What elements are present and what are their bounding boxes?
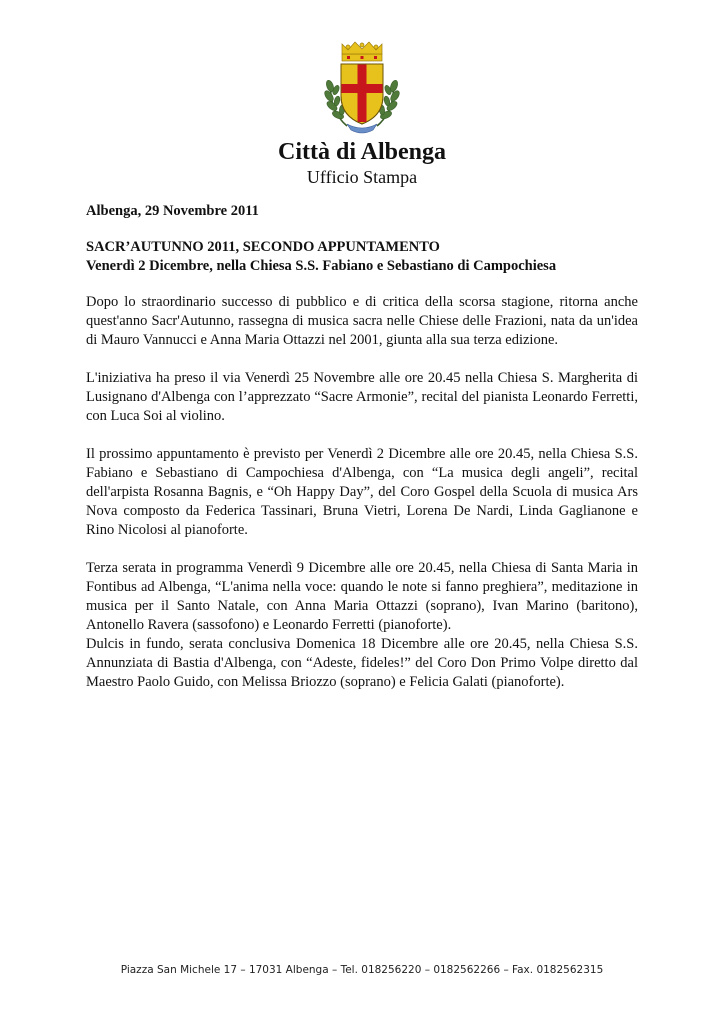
letterhead [0,38,724,188]
headline-line-1: SACR’AUTUNNO 2011, SECONDO APPUNTAMENTO [86,239,440,255]
press-release-body [86,202,638,711]
release-date: Albenga, 29 Novembre 2011 [86,203,259,219]
coat-of-arms-icon [317,38,407,134]
paragraph: Dopo lo straordinario successo di pubblico e di critica della scorsa stagione, ritorna anche quest'anno Sacr'Autunno, rassegna di musica sacra nelle Chiese delle Frazioni, nata da un'idea di Mauro Vannucci e Anna Maria Ottazzi nel 2001, giunta alla sua terza edizione. [86,294,638,348]
paragraph: Dulcis in fundo, serata conclusiva Domenica 18 Dicembre alle ore 20.45, nella Chiesa S.S. Annunziata di Bastia d'Albenga, con “Adeste, fideles!” del Coro Don Primo Volpe diretto dal Maestro Paolo Guido, con Melissa Briozzo (soprano) e Felicia Galati (pianoforte). [86,636,638,690]
headline-line-2: Venerdì 2 Dicembre, nella Chiesa S.S. Fabiano e Sebastiano di Campochiesa [86,258,557,274]
crown [342,42,382,61]
paragraph: L'iniziativa ha preso il via Venerdì 25 Novembre alle ore 20.45 nella Chiesa S. Margherita di Lusignano d'Albenga con l’apprezzato “Sacre Armonie”, recital del pianista Leonardo Ferretti, con Luca Soi al violino. [86,370,638,424]
paragraph: Terza serata in programma Venerdì 9 Dicembre alle ore 20.45, nella Chiesa di Santa Maria in Fontibus ad Albenga, “L'anima nella voce: quando le note si fanno preghiera”, meditazione in musica per il Santo Natale, con Anna Maria Ottazzi (soprano), Ivan Marino (baritono), Antonello Ravera (sassofono) e Leonardo Ferretti (pianoforte). [86,560,638,633]
headline [86,238,638,276]
office-subtitle: Ufficio Stampa [306,167,418,187]
paragraph: Il prossimo appuntamento è previsto per Venerdì 2 Dicembre alle ore 20.45, nella Chiesa S.S. Fabiano e Sebastiano di Campochiesa d'Albenga, con “La musica degli angeli”, recital dell'arpista Rosanna Bagnis, e “Oh Happy Day”, del Coro Gospel della Scuola di musica Ars Nova composto da Federica Tassinari, Bruna Vietri, Lorena De Nardi, Linda Gaglianone e Rino Nicolosi al pianoforte. [86,446,638,538]
footer-contacts: Piazza San Michele 17 – 17031 Albenga – Tel. 018256220 – 0182562266 – Fax. 0182562315 [120,964,604,976]
shield [341,64,383,124]
city-title: Città di Albenga [277,139,447,165]
